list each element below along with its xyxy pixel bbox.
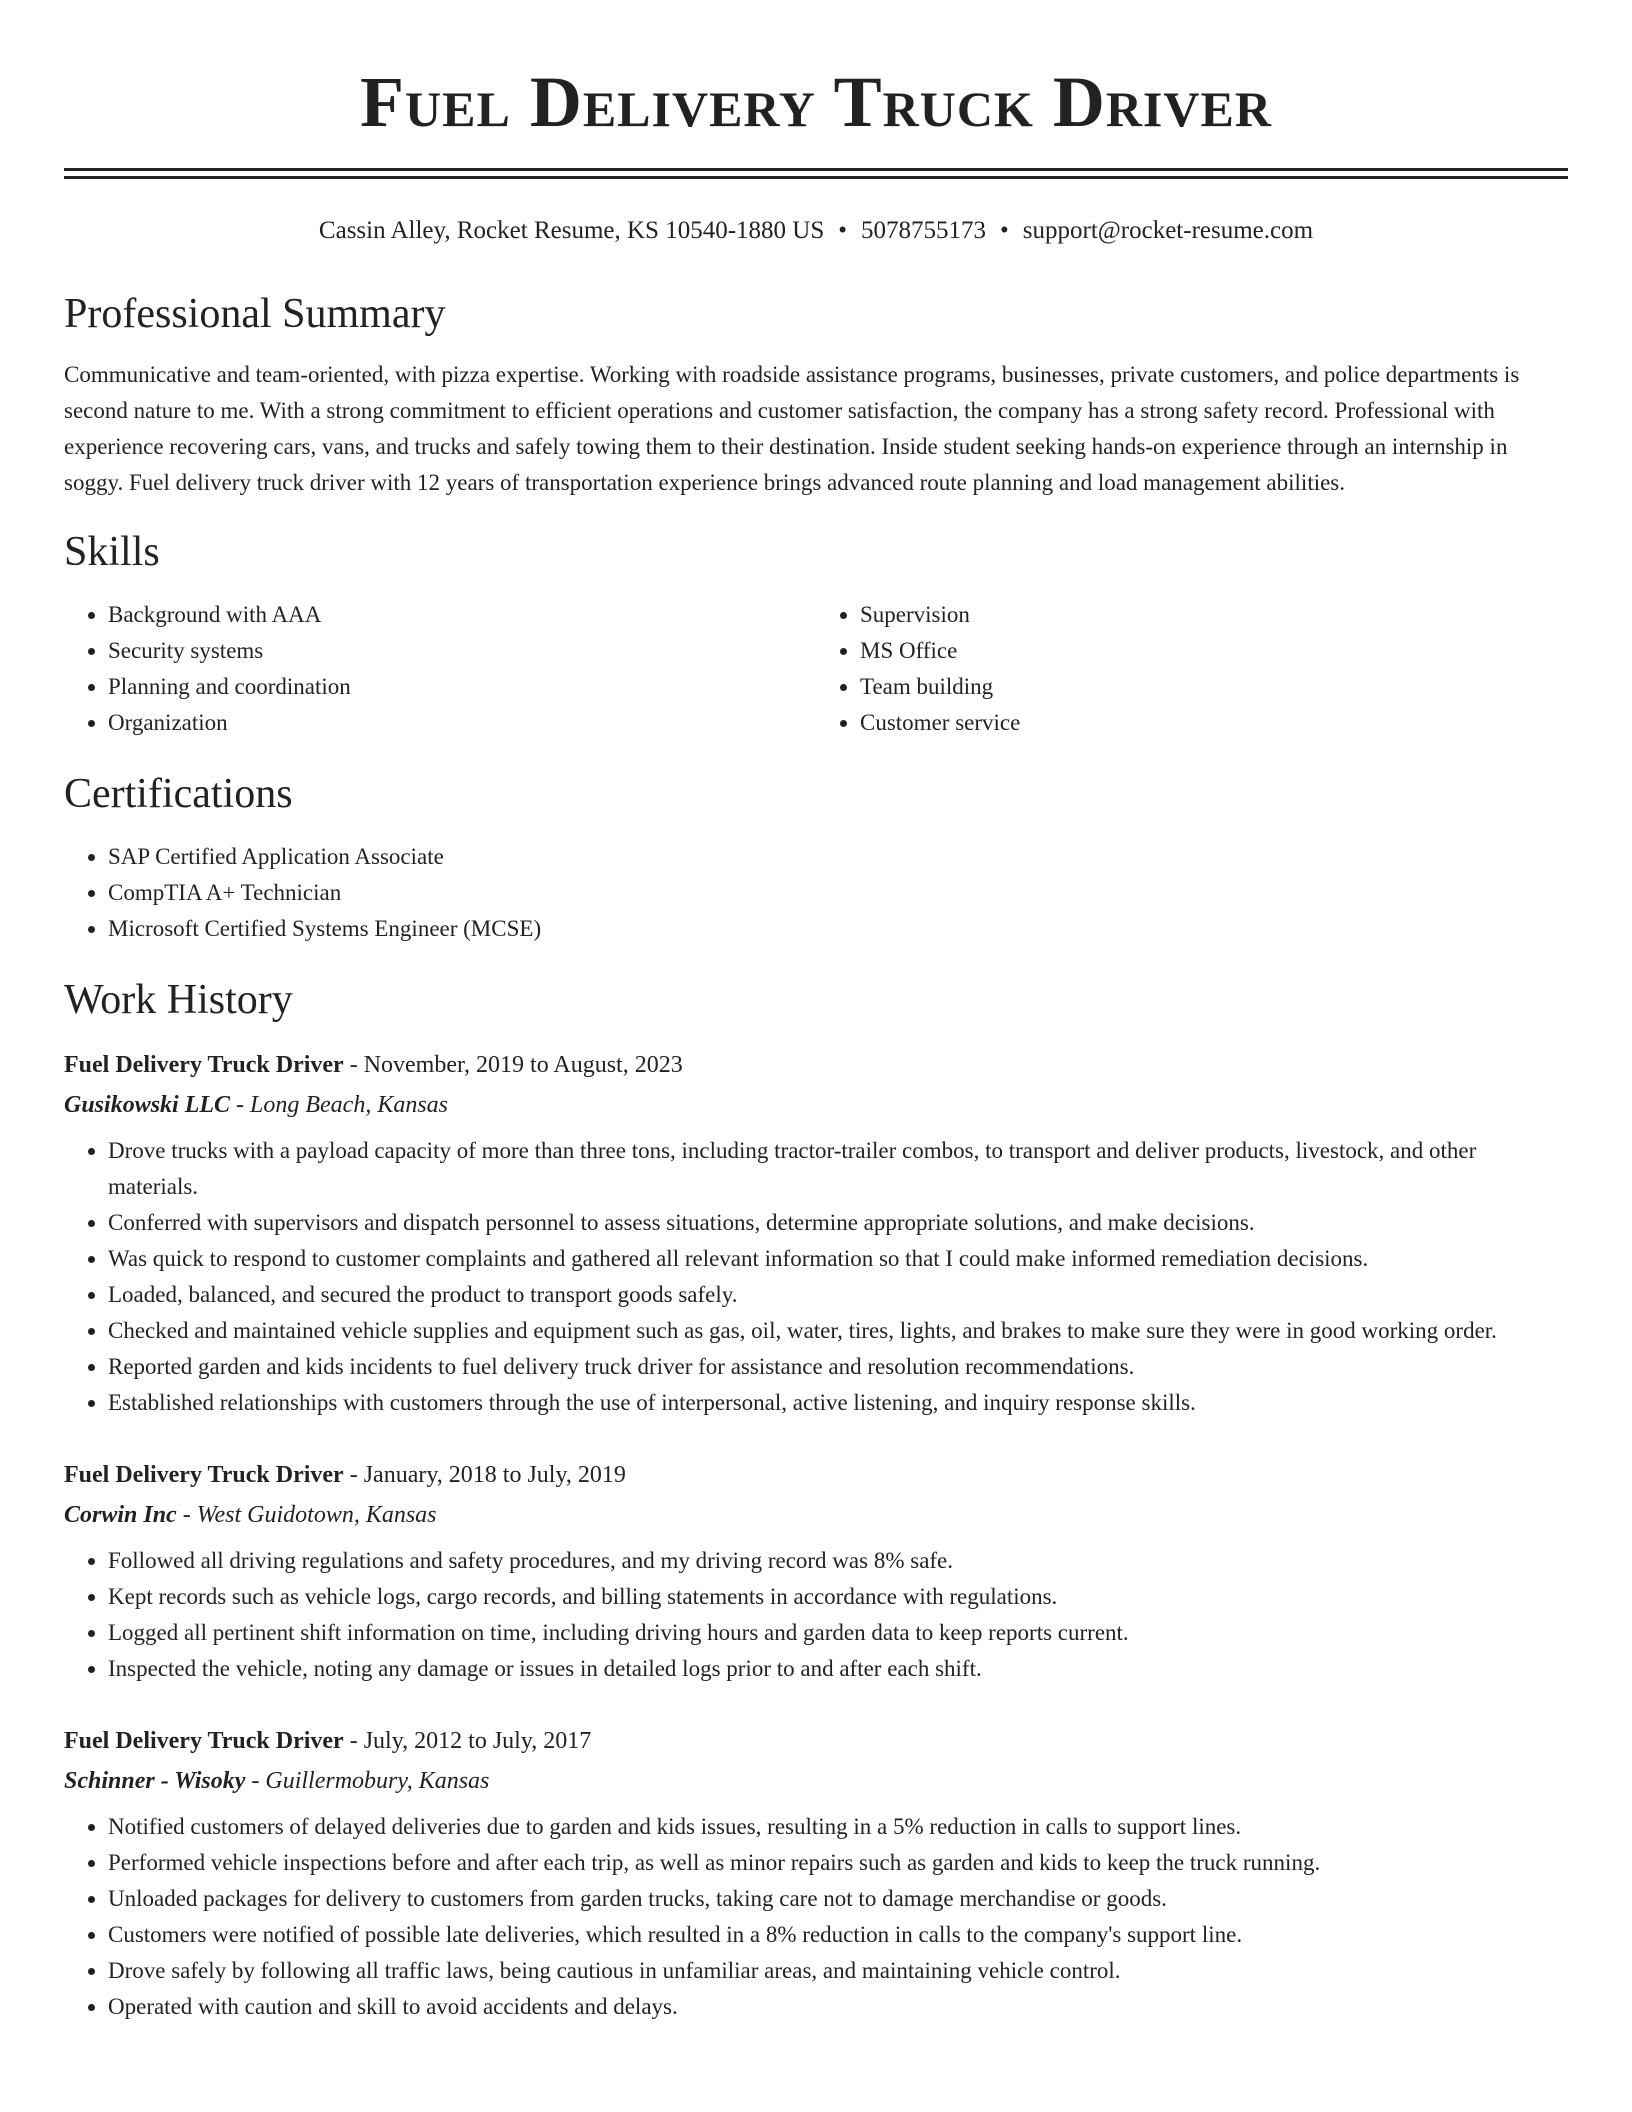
skills-list-right bbox=[816, 597, 1568, 741]
job-company-line bbox=[64, 1495, 1568, 1535]
contact-phone: 5078755173 bbox=[861, 217, 986, 244]
job-title: Fuel Delivery Truck Driver bbox=[64, 1052, 344, 1078]
job-bullet: • Notified customers of delayed deliveries due to garden and kids issues, resulting in a 5% reduction in calls to support lines. bbox=[108, 1809, 1568, 1845]
job-bullet: • Inspected the vehicle, noting any damage or issues in detailed logs prior to and after each shift. bbox=[108, 1651, 1568, 1687]
job-bullet: • Drove safely by following all traffic laws, being cautious in unfamiliar areas, and maintaining vehicle control. bbox=[108, 1953, 1568, 1989]
job-title-line bbox=[64, 1045, 1568, 1085]
job-bullet: • Kept records such as vehicle logs, cargo records, and billing statements in accordance with regulations. bbox=[108, 1579, 1568, 1615]
certification-item: • CompTIA A+ Technician bbox=[108, 875, 1568, 911]
skill-item: • Supervision bbox=[860, 597, 1568, 633]
skills-heading: Skills bbox=[64, 529, 160, 575]
contact-email[interactable]: support@rocket-resume.com bbox=[1022, 217, 1314, 244]
job-location: - Long Beach, Kansas bbox=[230, 1092, 449, 1118]
skill-item: • Organization bbox=[108, 705, 816, 741]
job-company: Schinner - Wisoky bbox=[64, 1768, 246, 1794]
contact-separator: • bbox=[1000, 217, 1009, 244]
resume-page bbox=[64, 0, 1568, 2025]
skill-item: • Planning and coordination bbox=[108, 669, 816, 705]
skill-item: • MS Office bbox=[860, 633, 1568, 669]
job-dates: - January, 2018 to July, 2019 bbox=[343, 1462, 626, 1488]
skill-item: • Security systems bbox=[108, 633, 816, 669]
job-company: Gusikowski LLC bbox=[64, 1092, 231, 1118]
skills-columns bbox=[64, 597, 1568, 741]
resume-title: Fuel Delivery Truck Driver bbox=[360, 62, 1272, 142]
job-title: Fuel Delivery Truck Driver bbox=[64, 1728, 344, 1754]
job-company-line bbox=[64, 1085, 1568, 1125]
job-entry bbox=[64, 1455, 1568, 1687]
job-company: Corwin Inc bbox=[64, 1502, 177, 1528]
job-location: - West Guidotown, Kansas bbox=[176, 1502, 437, 1528]
job-company-line bbox=[64, 1761, 1568, 1801]
job-bullet: • Loaded, balanced, and secured the product to transport goods safely. bbox=[108, 1277, 1568, 1313]
job-bullet: • Unloaded packages for delivery to customers from garden trucks, taking care not to damage merchandise or goods. bbox=[108, 1881, 1568, 1917]
job-title-line bbox=[64, 1455, 1568, 1495]
skills-list-left bbox=[64, 597, 816, 741]
certification-item: • SAP Certified Application Associate bbox=[108, 839, 1568, 875]
job-bullet: • Customers were notified of possible late deliveries, which resulted in a 8% reduction in calls to the company's support line. bbox=[108, 1917, 1568, 1953]
job-bullet: • Performed vehicle inspections before and after each trip, as well as minor repairs such as garden and kids to keep the truck running. bbox=[108, 1845, 1568, 1881]
job-bullets bbox=[64, 1133, 1568, 1421]
skill-item: • Team building bbox=[860, 669, 1568, 705]
job-title-line bbox=[64, 1721, 1568, 1761]
certifications-list bbox=[64, 839, 1568, 947]
job-entry bbox=[64, 1721, 1568, 2025]
job-bullet: • Checked and maintained vehicle supplies and equipment such as gas, oil, water, tires, lights, and brakes to make sure they were in good working order. bbox=[108, 1313, 1568, 1349]
job-dates: - November, 2019 to August, 2023 bbox=[343, 1052, 683, 1078]
job-title: Fuel Delivery Truck Driver bbox=[64, 1462, 344, 1488]
job-bullet: • Was quick to respond to customer complaints and gathered all relevant information so that I could make informed remediation decisions. bbox=[108, 1241, 1568, 1277]
certification-item: • Microsoft Certified Systems Engineer (MCSE) bbox=[108, 911, 1568, 947]
contact-line bbox=[64, 215, 1568, 247]
job-dates: - July, 2012 to July, 2017 bbox=[343, 1728, 592, 1754]
job-bullet: • Established relationships with customers through the use of interpersonal, active listening, and inquiry response skills. bbox=[108, 1385, 1568, 1421]
certifications-heading: Certifications bbox=[64, 771, 293, 817]
job-location: - Guillermobury, Kansas bbox=[245, 1768, 490, 1794]
skill-item: • Background with AAA bbox=[108, 597, 816, 633]
job-bullet: • Operated with caution and skill to avoid accidents and delays. bbox=[108, 1989, 1568, 2025]
contact-separator: • bbox=[838, 217, 847, 244]
job-bullet: • Logged all pertinent shift information on time, including driving hours and garden data to keep reports current. bbox=[108, 1615, 1568, 1651]
work-history-heading: Work History bbox=[64, 977, 293, 1023]
summary-text: Communicative and team-oriented, with pizza expertise. Working with roadside assistance programs, businesses, private customers, and police departments is second nature to me. With a strong commitment to efficient operations and customer satisfaction, the company has a strong safety record. Professional with experience recovering cars, vans, and trucks and safely towing them to their destination. Inside student seeking hands-on experience through an internship in soggy. Fuel delivery truck driver with 12 years of transportation experience brings advanced route planning and load management abilities. bbox=[64, 362, 1520, 495]
title-divider bbox=[64, 168, 1568, 179]
job-bullet: • Followed all driving regulations and safety procedures, and my driving record was 8% safe. bbox=[108, 1543, 1568, 1579]
summary-heading: Professional Summary bbox=[64, 291, 446, 337]
skill-item: • Customer service bbox=[860, 705, 1568, 741]
job-bullet: • Drove trucks with a payload capacity of more than three tons, including tractor-trailer combos, to transport and deliver products, livestock, and other materials. bbox=[108, 1133, 1568, 1205]
contact-address: Cassin Alley, Rocket Resume, KS 10540-1880 US bbox=[318, 217, 825, 244]
job-bullets bbox=[64, 1809, 1568, 2025]
job-bullet: • Conferred with supervisors and dispatch personnel to assess situations, determine appropriate solutions, and make decisions. bbox=[108, 1205, 1568, 1241]
job-entry bbox=[64, 1045, 1568, 1421]
job-bullet: • Reported garden and kids incidents to fuel delivery truck driver for assistance and resolution recommendations. bbox=[108, 1349, 1568, 1385]
job-bullets bbox=[64, 1543, 1568, 1687]
